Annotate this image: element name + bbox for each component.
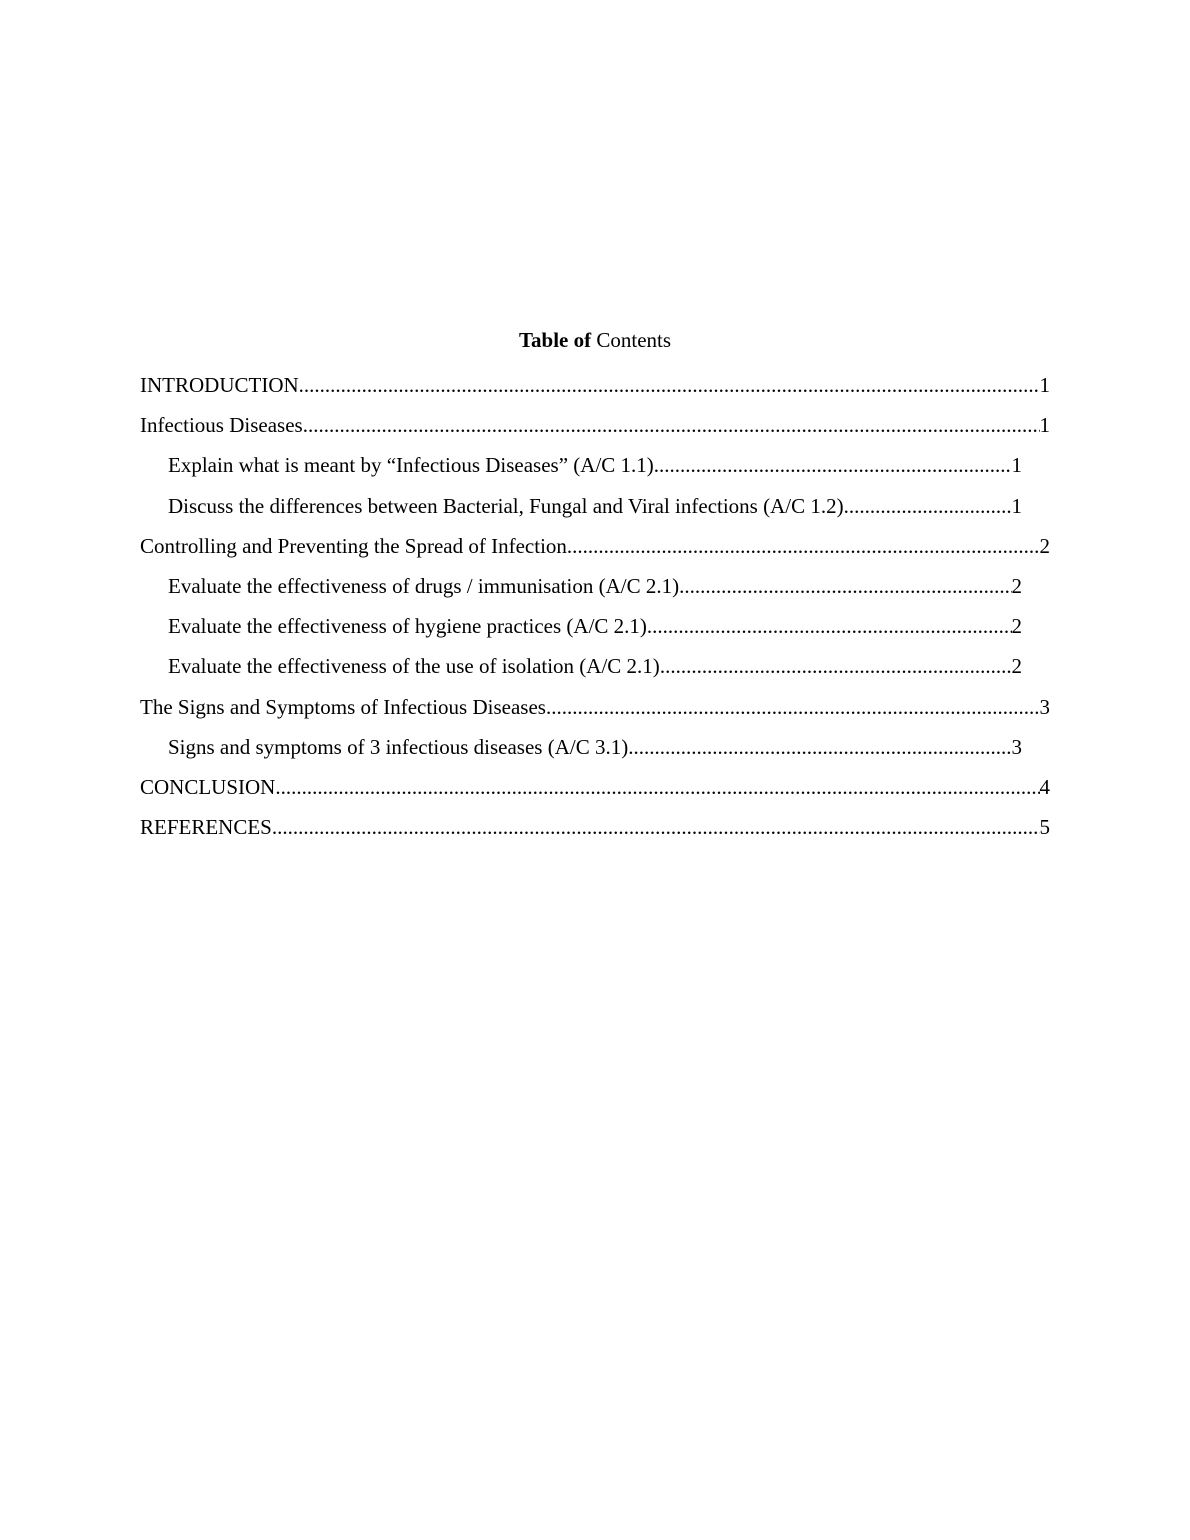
toc-entry-page: 5 — [1039, 815, 1050, 840]
toc-entry-label: Evaluate the effectiveness of drugs / immunisation (A/C 2.1) — [168, 573, 680, 598]
toc-dot-leader — [679, 566, 1011, 606]
toc-entry-label: Evaluate the effectiveness of the use of isolation (A/C 2.1) — [168, 654, 660, 679]
toc-entry-page: 1 — [1039, 413, 1050, 438]
toc-entry-label: REFERENCES — [140, 815, 272, 840]
toc-entry-label: CONCLUSION — [140, 774, 276, 799]
toc-entry-page: 1 — [1039, 373, 1050, 397]
toc-entry-label: Evaluate the effectiveness of hygiene practices (A/C 2.1) — [168, 614, 647, 639]
toc-entry-page: 3 — [1039, 694, 1050, 719]
toc-entry-hygiene-practices[interactable] — [140, 606, 1022, 646]
toc-entry-label: INTRODUCTION — [140, 373, 299, 397]
toc-entry-page: 3 — [1011, 734, 1022, 759]
toc-entry-isolation[interactable] — [140, 646, 1022, 686]
toc-entry-page: 1 — [1011, 453, 1022, 478]
toc-title-rest: Contents — [591, 328, 672, 352]
toc-dot-leader — [272, 807, 1040, 847]
toc-entry-page: 2 — [1011, 573, 1022, 598]
toc-entry-label: Signs and symptoms of 3 infectious diseases (A/C 3.1) — [168, 734, 629, 759]
table-of-contents — [140, 325, 1050, 847]
toc-dot-leader — [303, 405, 1040, 445]
toc-entry-page: 2 — [1011, 654, 1022, 679]
toc-entry-infectious-diseases[interactable] — [140, 405, 1050, 445]
toc-entry-references[interactable] — [140, 807, 1050, 847]
toc-entry-signs-symptoms[interactable] — [140, 687, 1050, 727]
toc-entry-label: The Signs and Symptoms of Infectious Diseases — [140, 694, 546, 719]
toc-title — [140, 325, 1050, 355]
toc-entry-label: Controlling and Preventing the Spread of Infection — [140, 533, 567, 558]
toc-entry-three-diseases[interactable] — [140, 727, 1022, 767]
toc-entry-page: 2 — [1011, 614, 1022, 639]
toc-entry-page: 2 — [1039, 533, 1050, 558]
toc-entry-label: Explain what is meant by “Infectious Diseases” (A/C 1.1) — [168, 453, 654, 478]
toc-entry-explain-infectious-diseases[interactable] — [140, 445, 1022, 485]
toc-entry-introduction[interactable] — [140, 365, 1050, 405]
toc-entry-controlling-preventing[interactable] — [140, 526, 1050, 566]
toc-entry-discuss-differences[interactable] — [140, 486, 1022, 526]
toc-title-bold: Table of — [518, 328, 592, 352]
toc-entry-label: Discuss the differences between Bacterial, Fungal and Viral infections (A/C 1.2) — [168, 493, 844, 518]
toc-dot-leader — [275, 767, 1039, 807]
toc-entry-label: Infectious Diseases — [140, 413, 303, 438]
toc-entry-page: 4 — [1039, 774, 1050, 799]
toc-dot-leader — [654, 445, 1012, 485]
toc-dot-leader — [844, 486, 1012, 526]
toc-dot-leader — [628, 727, 1011, 767]
toc-dot-leader — [660, 646, 1012, 686]
toc-entry-conclusion[interactable] — [140, 767, 1050, 807]
toc-dot-leader — [546, 687, 1040, 727]
toc-dot-leader — [647, 606, 1012, 646]
toc-entry-page: 1 — [1011, 493, 1022, 518]
toc-dot-leader — [299, 365, 1040, 405]
toc-entry-drugs-immunisation[interactable] — [140, 566, 1022, 606]
toc-dot-leader — [567, 526, 1040, 566]
